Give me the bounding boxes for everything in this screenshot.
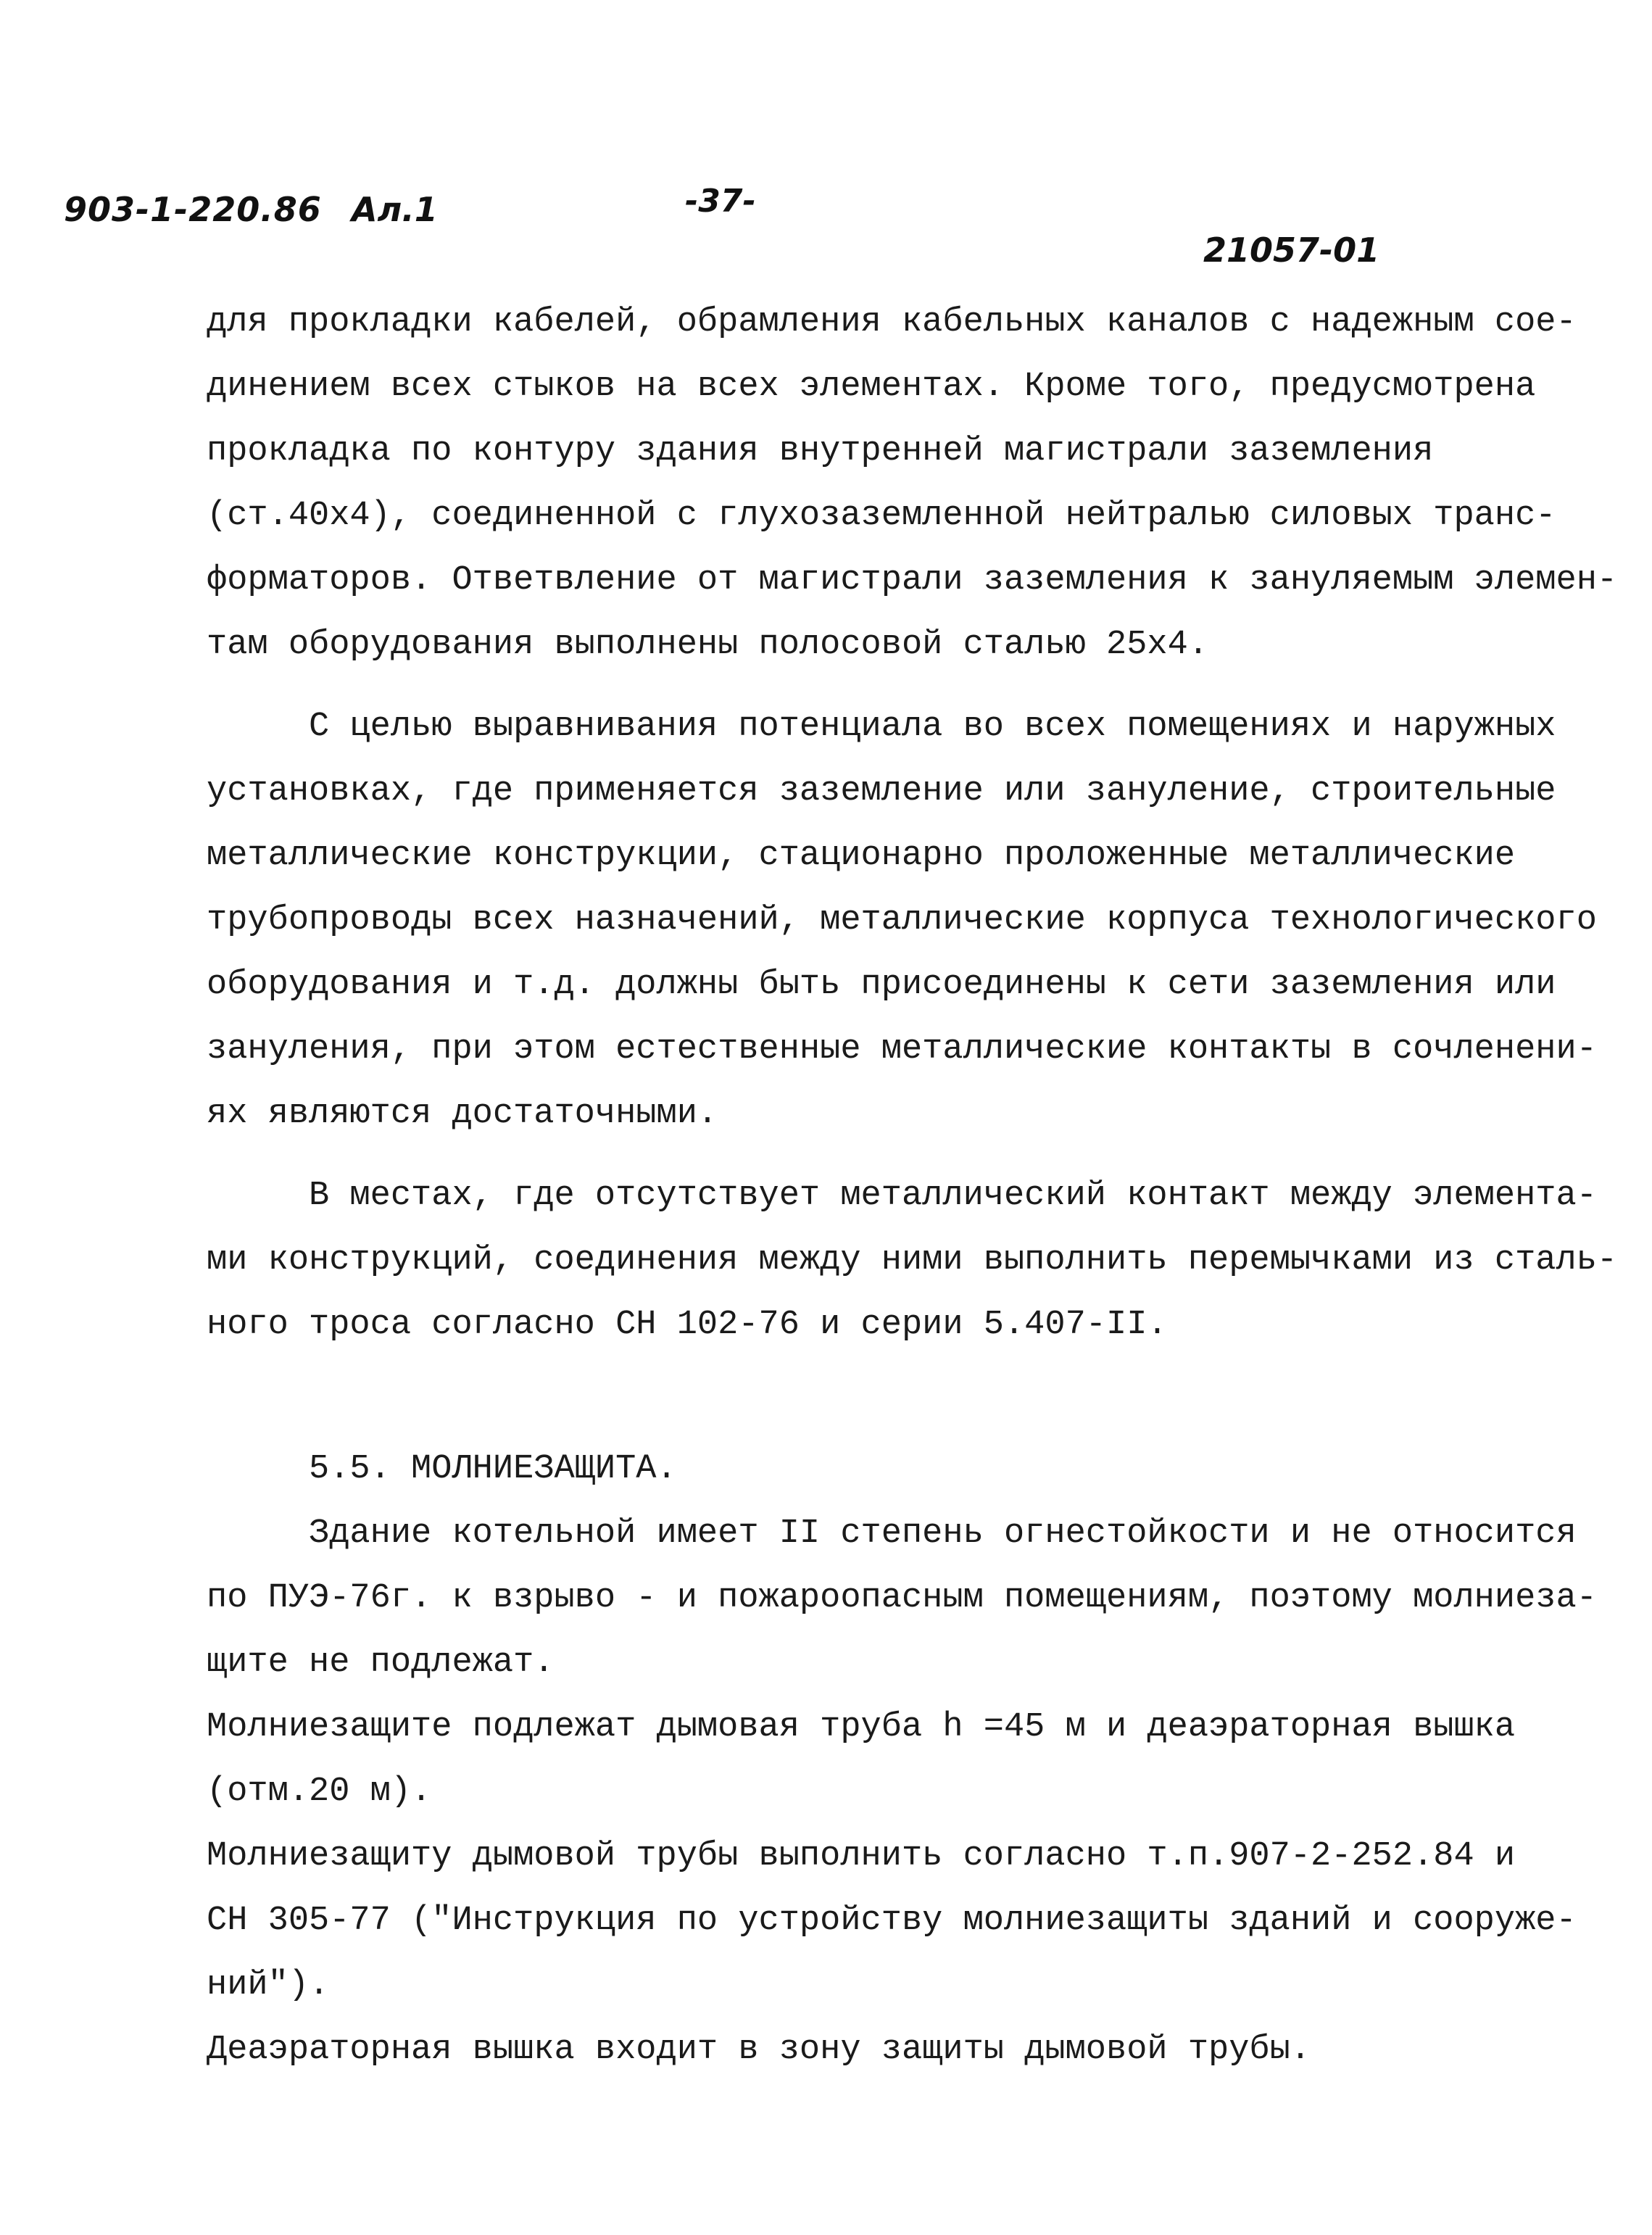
text-line: щите не подлежат. xyxy=(207,1643,555,1682)
text-line: там оборудования выполнены полосовой сталью 25х4. xyxy=(207,626,1209,664)
page-number: -37- xyxy=(685,183,756,220)
text-line: зануления, при этом естественные металлические контакты в сочленени- xyxy=(207,1030,1597,1069)
paragraph-jumpers xyxy=(207,1164,1618,1357)
text-line: трубопроводы всех назначений, металлические корпуса технологического xyxy=(207,901,1597,940)
text-line: Деаэраторная вышка входит в зону защиты дымовой трубы. xyxy=(207,2031,1311,2069)
text-line: по ПУЭ-76г. к взрыво - и пожароопасным помещениям, поэтому молниеза- xyxy=(207,1579,1597,1617)
text-line: металлические конструкции, стационарно проложенные металлические xyxy=(207,837,1516,875)
document-code: 903-1-220.86 xyxy=(64,190,322,229)
text-line: В местах, где отсутствует металлический контакт между элемента- xyxy=(207,1177,1597,1215)
paragraph-grounding-main xyxy=(207,290,1618,677)
text-line: ний"). xyxy=(207,1966,330,2004)
paragraph-potential-equalization xyxy=(207,694,1597,1146)
text-line: оборудования и т.д. должны быть присоединены к сети заземления или xyxy=(207,966,1556,1004)
text-line: форматоров. Ответвление от магистрали заземления к зануляемым элемен- xyxy=(207,561,1618,600)
text-line: для прокладки кабелей, обрамления кабельных каналов с надежным сое- xyxy=(207,303,1577,341)
text-line: ми конструкций, соединения между ними выполнить перемычками из сталь- xyxy=(207,1241,1618,1280)
text-line: Молниезащите подлежат дымовая труба h =45 м и деаэраторная вышка xyxy=(207,1708,1516,1746)
text-line: С целью выравнивания потенциала во всех помещениях и наружных xyxy=(207,708,1556,746)
document-body xyxy=(207,290,1618,2082)
registration-number: 21057-01 xyxy=(1203,231,1380,270)
text-line: Здание котельной имеет II степень огнестойкости и не относится xyxy=(207,1514,1577,1553)
text-line: ного троса согласно СН 102-76 и серии 5.407-II. xyxy=(207,1306,1168,1344)
text-line: (отм.20 м). xyxy=(207,1772,432,1811)
text-line: Молниезащиту дымовой трубы выполнить согласно т.п.907-2-252.84 и xyxy=(207,1837,1516,1875)
text-line: динением всех стыков на всех элементах. Кроме того, предусмотрена xyxy=(207,368,1536,406)
text-line: СН 305-77 ("Инструкция по устройству молниезащиты зданий и сооруже- xyxy=(207,1902,1577,1940)
sheet-label: Ал.1 xyxy=(352,190,438,229)
text-line: (ст.40х4), соединенной с глухозаземленной нейтралью силовых транс- xyxy=(207,497,1556,535)
section-heading: 5.5. МОЛНИЕЗАЩИТА. xyxy=(207,1450,677,1488)
text-line: установках, где применяется заземление или зануление, строительные xyxy=(207,772,1556,810)
text-line: прокладка по контуру здания внутренней магистрали заземления xyxy=(207,432,1434,470)
section-lightning-protection xyxy=(207,1501,1597,2082)
text-line: ях являются достаточными. xyxy=(207,1095,718,1133)
